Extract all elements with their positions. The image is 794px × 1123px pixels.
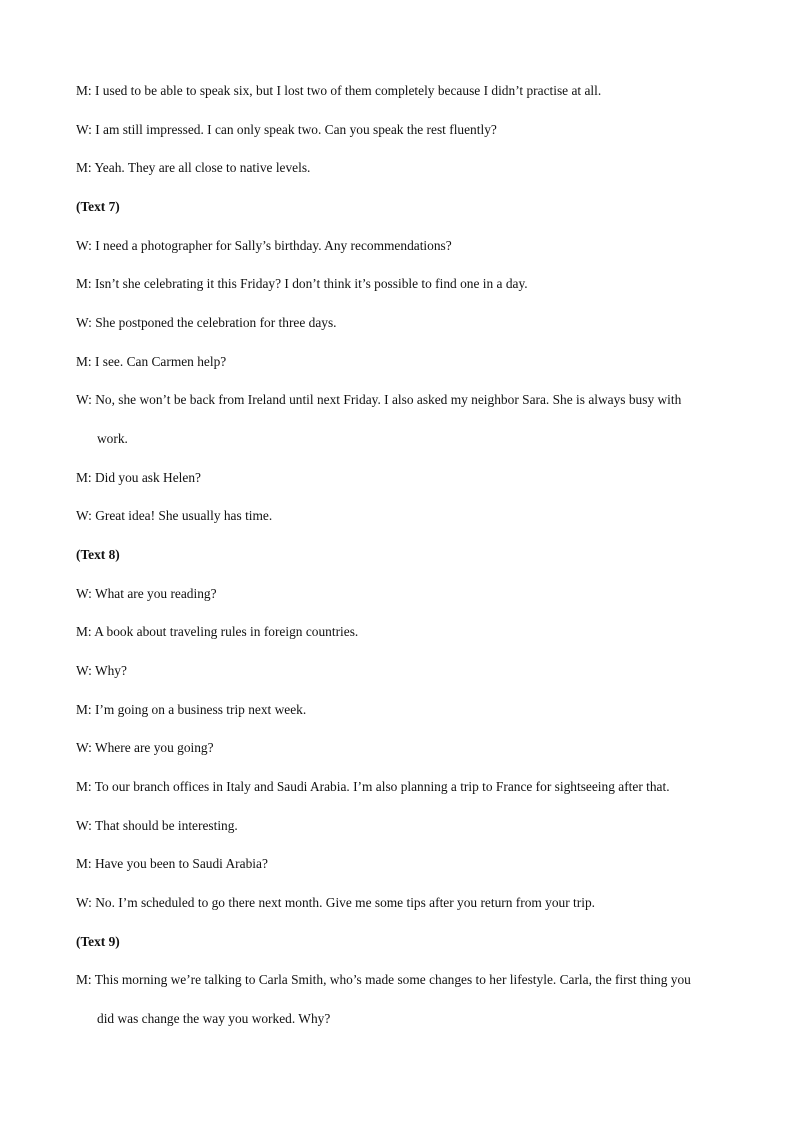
dialogue-line-8: W: No, she won’t be back from Ireland until next Friday. I also asked my neighbor Sara. She is always busy with — [76, 392, 682, 407]
dialogue-line-4: W: I need a photographer for Sally’s birthday. Any recommendations? — [76, 238, 452, 253]
dialogue-line-7: M: I see. Can Carmen help? — [76, 354, 227, 369]
dialogue-line-12: M: A book about traveling rules in foreign countries. — [76, 624, 359, 639]
dialogue-line-3: M: Yeah. They are all close to native levels. — [76, 160, 311, 175]
dialogue-line-8-continued: work. — [97, 431, 128, 446]
dialogue-line-5: M: Isn’t she celebrating it this Friday? I don’t think it’s possible to find one in a day. — [76, 276, 528, 291]
dialogue-line-16: M: To our branch offices in Italy and Saudi Arabia. I’m also planning a trip to France for sightseeing after that. — [76, 779, 670, 794]
section-heading-text-7: (Text 7) — [76, 199, 120, 214]
dialogue-line-2: W: I am still impressed. I can only speak two. Can you speak the rest fluently? — [76, 122, 497, 137]
dialogue-line-11: W: What are you reading? — [76, 586, 217, 601]
dialogue-line-14: M: I’m going on a business trip next week. — [76, 702, 307, 717]
dialogue-line-17: W: That should be interesting. — [76, 818, 238, 833]
dialogue-line-9: M: Did you ask Helen? — [76, 470, 201, 485]
dialogue-line-20-continued: did was change the way you worked. Why? — [97, 1011, 331, 1026]
section-heading-text-9: (Text 9) — [76, 934, 120, 949]
dialogue-line-15: W: Where are you going? — [76, 740, 214, 755]
section-heading-text-8: (Text 8) — [76, 547, 120, 562]
dialogue-line-13: W: Why? — [76, 663, 127, 678]
dialogue-line-6: W: She postponed the celebration for three days. — [76, 315, 337, 330]
dialogue-line-18: M: Have you been to Saudi Arabia? — [76, 856, 268, 871]
dialogue-line-1: M: I used to be able to speak six, but I lost two of them completely because I didn’t practise at all. — [76, 83, 602, 98]
dialogue-line-20: M: This morning we’re talking to Carla Smith, who’s made some changes to her lifestyle. Carla, the first thing you — [76, 972, 691, 987]
dialogue-line-19: W: No. I’m scheduled to go there next month. Give me some tips after you return from your trip. — [76, 895, 596, 910]
dialogue-line-10: W: Great idea! She usually has time. — [76, 508, 273, 523]
